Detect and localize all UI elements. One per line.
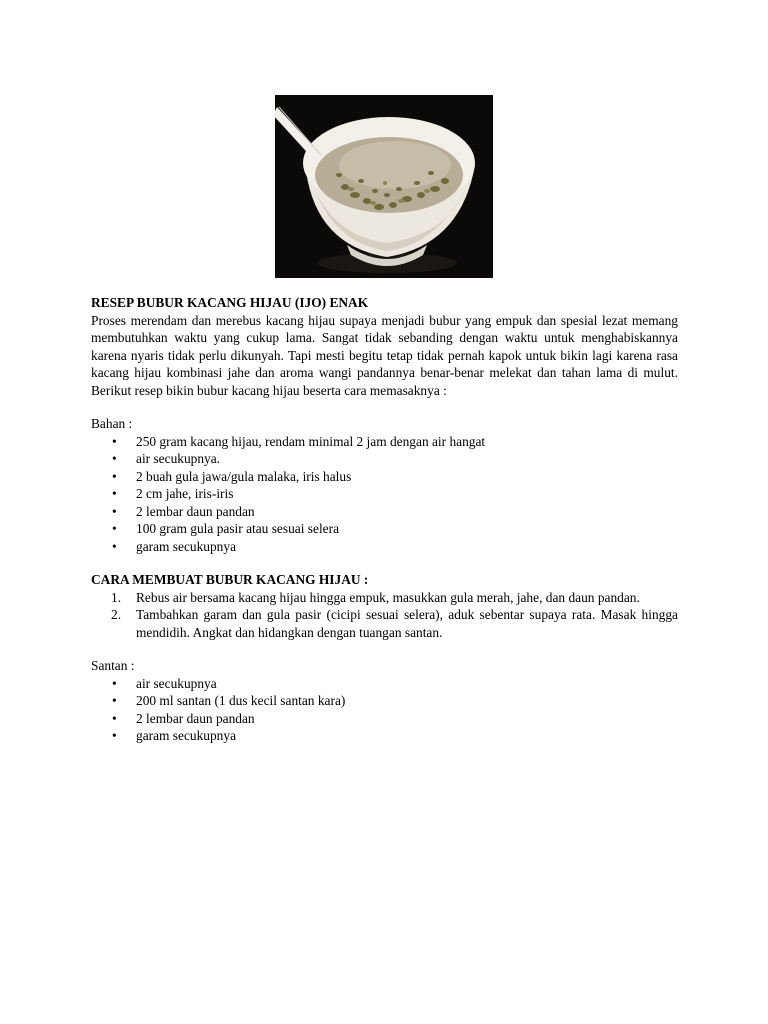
- list-item: [91, 433, 678, 451]
- bullet-icon: •: [112, 433, 117, 449]
- list-item-text: garam secukupnya: [136, 728, 237, 743]
- step-item: [91, 606, 678, 641]
- bullet-icon: •: [112, 710, 117, 726]
- list-item: [91, 450, 678, 468]
- bahan-label: Bahan :: [91, 416, 133, 431]
- step-item: [91, 589, 678, 607]
- list-item-text: 2 lembar daun pandan: [136, 503, 255, 519]
- list-item: [91, 468, 678, 486]
- list-item: [91, 503, 678, 521]
- bullet-icon: •: [112, 538, 117, 554]
- list-item: [91, 727, 678, 745]
- list-item: [91, 485, 678, 503]
- bullet-icon: •: [112, 451, 117, 466]
- step-text: Tambahkan garam dan gula pasir (cicipi sesuai selera), aduk sebentar supaya rata. Masak hingga mendidih. Angkat dan hidangkan dengan tuangan santan.: [136, 607, 678, 640]
- list-item: [91, 675, 678, 693]
- bullet-icon: •: [112, 728, 117, 743]
- list-item-text: 250 gram kacang hijau, rendam minimal 2 jam dengan air hangat: [136, 433, 486, 449]
- bullet-icon: •: [112, 693, 117, 708]
- list-item-text: air secukupnya: [136, 675, 217, 691]
- cara-steps: [91, 589, 678, 642]
- list-item-text: garam secukupnya: [136, 538, 237, 554]
- recipe-intro: Proses merendam dan merebus kacang hijau supaya menjadi bubur yang empuk dan spesial lezat memang membutuhkan waktu yang cukup lama. Sangat tidak sebanding dengan waktu untuk menghabiskannya karena nyaris tidak perlu dikunyah. Tapi mesti begitu tetap tidak pernah kapok untuk bikin lagi karena rasa kacang hijau kombinasi jahe dan aroma wangi pandannya benar-benar melekat dan tahan lama di mulut. Berikut resep bikin bubur kacang hijau beserta cara memasaknya :: [91, 312, 678, 398]
- list-item-text: air secukupnya.: [136, 451, 221, 466]
- list-item-text: 2 cm jahe, iris-iris: [136, 486, 234, 501]
- bullet-icon: •: [112, 521, 117, 536]
- list-item: [91, 710, 678, 728]
- bullet-icon: •: [112, 486, 117, 501]
- santan-label: Santan :: [91, 658, 135, 673]
- list-item-text: 2 buah gula jawa/gula malaka, iris halus: [136, 468, 352, 484]
- list-item: [91, 520, 678, 538]
- bahan-list: [91, 433, 678, 556]
- bullet-icon: •: [112, 503, 117, 519]
- step-text: Rebus air bersama kacang hijau hingga empuk, masukkan gula merah, jahe, dan daun pandan.: [136, 589, 640, 605]
- list-item-text: 200 ml santan (1 dus kecil santan kara): [136, 693, 346, 708]
- bubur-kacang-hijau-photo: [275, 95, 493, 278]
- list-item: [91, 692, 678, 710]
- bullet-icon: •: [112, 675, 117, 691]
- recipe-title: RESEP BUBUR KACANG HIJAU (IJO) ENAK: [91, 295, 369, 310]
- list-item-text: 100 gram gula pasir atau sesuai selera: [136, 521, 340, 536]
- santan-list: [91, 675, 678, 745]
- recipe-content: [91, 294, 678, 745]
- step-number: 2.: [111, 607, 122, 622]
- list-item: [91, 538, 678, 556]
- step-number: 1.: [111, 589, 122, 605]
- list-item-text: 2 lembar daun pandan: [136, 710, 255, 726]
- cara-heading: CARA MEMBUAT BUBUR KACANG HIJAU :: [91, 572, 369, 587]
- bullet-icon: •: [112, 468, 117, 484]
